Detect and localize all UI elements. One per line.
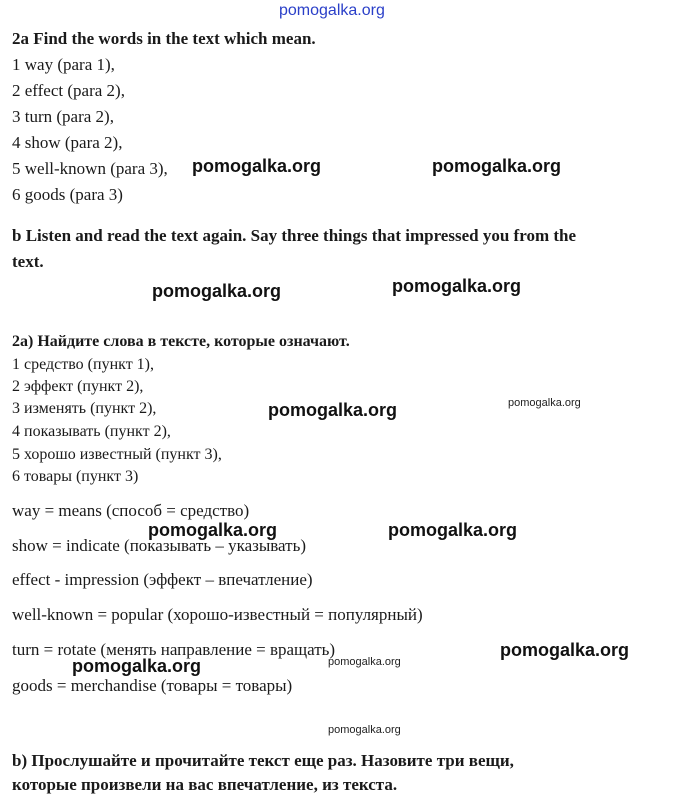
watermark-3: pomogalka.org bbox=[152, 281, 282, 301]
watermark-9: pomogalka.org bbox=[500, 640, 630, 660]
watermark-5: pomogalka.org bbox=[268, 400, 398, 420]
ru-item-1: 1 средство (пункт 1), bbox=[12, 356, 155, 373]
watermark-12: pomogalka.org bbox=[328, 724, 401, 736]
watermark-10: pomogalka.org bbox=[72, 656, 202, 676]
watermark-8: pomogalka.org bbox=[388, 520, 518, 540]
watermark-6: pomogalka.org bbox=[508, 397, 581, 409]
en-heading: 2a Find the words in the text which mean. bbox=[12, 29, 316, 48]
ru-b-line-2: которые произвели на вас впечатление, из текста. bbox=[12, 775, 398, 794]
ru-item-4: 4 показывать (пункт 2), bbox=[12, 423, 171, 440]
watermark-4: pomogalka.org bbox=[392, 276, 522, 296]
watermark-2: pomogalka.org bbox=[432, 156, 562, 176]
en-b-line-1: b Listen and read the text again. Say three things that impressed you from the bbox=[12, 226, 577, 245]
en-item-4: 4 show (para 2), bbox=[12, 133, 123, 152]
answer-2: show = indicate (показывать – указывать) bbox=[12, 536, 307, 555]
ru-item-5: 5 хорошо известный (пункт 3), bbox=[12, 446, 222, 463]
watermark-11: pomogalka.org bbox=[328, 656, 401, 668]
en-b-line-2: text. bbox=[12, 252, 44, 271]
answer-1: way = means (способ = средство) bbox=[12, 501, 250, 520]
en-item-2: 2 effect (para 2), bbox=[12, 81, 125, 100]
ru-item-2: 2 эффект (пункт 2), bbox=[12, 378, 144, 395]
en-item-5: 5 well-known (para 3), bbox=[12, 159, 168, 178]
ru-heading: 2a) Найдите слова в тексте, которые означают. bbox=[12, 333, 350, 350]
en-item-3: 3 turn (para 2), bbox=[12, 107, 114, 126]
answer-5: turn = rotate (менять направление = вращать) bbox=[12, 640, 336, 659]
answer-6: goods = merchandise (товары = товары) bbox=[12, 676, 293, 695]
watermark-top: pomogalka.org bbox=[279, 2, 385, 19]
ru-item-6: 6 товары (пункт 3) bbox=[12, 468, 139, 485]
ru-b-line-1: b) Прослушайте и прочитайте текст еще раз. Назовите три вещи, bbox=[12, 751, 514, 770]
watermark-7: pomogalka.org bbox=[148, 520, 278, 540]
watermark-1: pomogalka.org bbox=[192, 156, 322, 176]
en-item-6: 6 goods (para 3) bbox=[12, 185, 123, 204]
answer-4: well-known = popular (хорошо-известный = популярный) bbox=[12, 605, 423, 624]
ru-item-3: 3 изменять (пункт 2), bbox=[12, 400, 157, 417]
answer-3: effect - impression (эффект – впечатление) bbox=[12, 570, 313, 589]
en-item-1: 1 way (para 1), bbox=[12, 55, 115, 74]
